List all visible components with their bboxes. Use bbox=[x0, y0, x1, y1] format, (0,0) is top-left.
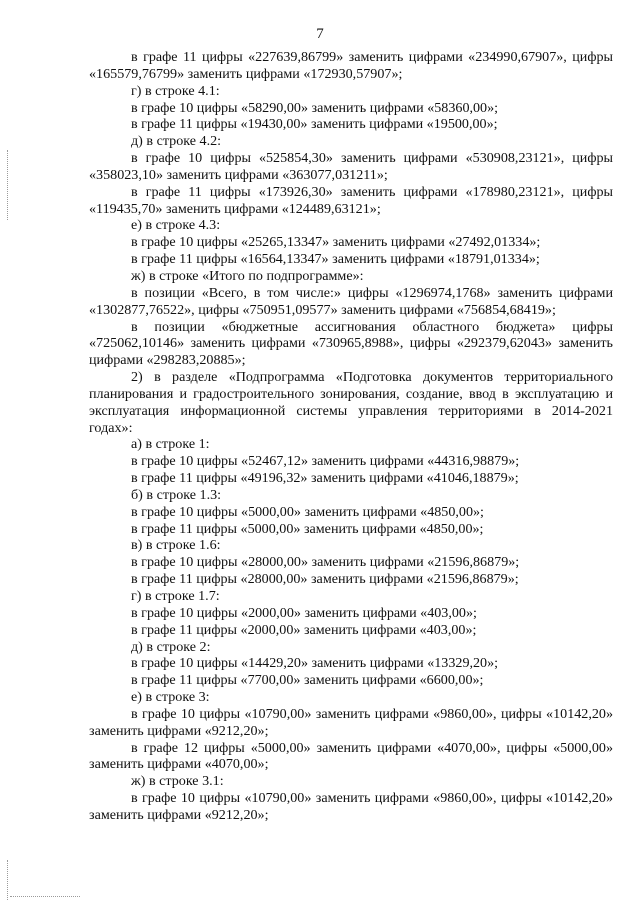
list-item-heading: г) в строке 4.1: bbox=[131, 82, 220, 99]
scan-margin-mark-bottom bbox=[10, 896, 80, 897]
scan-margin-mark-left-bottom bbox=[7, 860, 8, 900]
list-item-heading: г) в строке 1.7: bbox=[131, 588, 220, 604]
paragraph: в графе 11 цифры «49196,32» заменить цифрами «41046,18879»; bbox=[131, 470, 519, 487]
list-item-heading: д) в строке 2: bbox=[131, 638, 211, 655]
paragraph: в графе 11 цифры «19430,00» заменить цифрами «19500,00»; bbox=[131, 116, 498, 133]
document-body bbox=[89, 49, 613, 824]
page-number: 7 bbox=[316, 26, 324, 42]
paragraph: в графе 11 цифры «2000,00» заменить цифрами «403,00»; bbox=[131, 621, 477, 638]
paragraph: в графе 11 цифры «227639,86799» заменить цифрами «234990,67907», цифры «165579,76799» заменить цифрами «172930,57907»; bbox=[89, 49, 613, 82]
paragraph: в графе 11 цифры «5000,00» заменить цифрами «4850,00»; bbox=[131, 520, 484, 537]
list-item-heading: а) в строке 1: bbox=[131, 436, 210, 453]
paragraph: в графе 11 цифры «28000,00» заменить цифрами «21596,86879»; bbox=[131, 571, 519, 588]
scan-margin-mark-left-top bbox=[7, 150, 8, 220]
paragraph: в графе 10 цифры «10790,00» заменить цифрами «9860,00», цифры «10142,20» заменить цифрами «9212,20»; bbox=[89, 705, 613, 739]
list-item-heading: в) в строке 1.6: bbox=[131, 537, 221, 554]
list-item-heading: д) в строке 4.2: bbox=[131, 133, 222, 150]
paragraph: в позиции «Всего, в том числе:» цифры «1296974,1768» заменить цифрами «1302877,76522», цифры «750951,09577» заменить цифрами «756854,68419»; bbox=[89, 284, 613, 318]
paragraph: в графе 10 цифры «10790,00» заменить цифрами «9860,00», цифры «10142,20» заменить цифрами «9212,20»; bbox=[89, 790, 613, 823]
list-item-heading: е) в строке 4.3: bbox=[131, 217, 221, 234]
section-heading: 2) в разделе «Подпрограмма «Подготовка документов территориального планирования и градостроительного зонирования, создание, ввод в эксплуатацию и эксплуатация информационной системы управления территориями в 2014-2021 годах»: bbox=[89, 369, 613, 436]
paragraph: в графе 10 цифры «52467,12» заменить цифрами «44316,98879»; bbox=[131, 453, 520, 470]
paragraph: в позиции «бюджетные ассигнования областного бюджета» цифры «725062,10146» заменить цифрами «730965,8988», цифры «292379,62043» заменить цифрами «298283,20885»; bbox=[89, 318, 613, 369]
paragraph: в графе 10 цифры «25265,13347» заменить цифрами «27492,01334»; bbox=[131, 234, 541, 251]
list-item-heading: е) в строке 3: bbox=[131, 689, 210, 706]
paragraph: в графе 10 цифры «5000,00» заменить цифрами «4850,00»; bbox=[131, 503, 484, 520]
paragraph: в графе 10 цифры «14429,20» заменить цифрами «13329,20»; bbox=[131, 655, 499, 672]
list-item-heading: б) в строке 1.3: bbox=[131, 486, 222, 503]
paragraph: в графе 12 цифры «5000,00» заменить цифрами «4070,00», цифры «5000,00» заменить цифрами «4070,00»; bbox=[89, 739, 613, 773]
paragraph: в графе 10 цифры «2000,00» заменить цифрами «403,00»; bbox=[131, 604, 477, 621]
paragraph: в графе 11 цифры «16564,13347» заменить цифрами «18791,01334»; bbox=[131, 251, 540, 268]
paragraph: в графе 10 цифры «58290,00» заменить цифрами «58360,00»; bbox=[131, 99, 499, 116]
paragraph: в графе 10 цифры «28000,00» заменить цифрами «21596,86879»; bbox=[131, 554, 520, 571]
paragraph: в графе 11 цифры «7700,00» заменить цифрами «6600,00»; bbox=[131, 672, 484, 689]
list-item-heading: ж) в строке «Итого по подпрограмме»: bbox=[131, 267, 364, 284]
paragraph: в графе 11 цифры «173926,30» заменить цифрами «178980,23121», цифры «119435,70» заменить цифрами «124489,63121»; bbox=[89, 183, 613, 217]
list-item-heading: ж) в строке 3.1: bbox=[131, 773, 224, 790]
paragraph: в графе 10 цифры «525854,30» заменить цифрами «530908,23121», цифры «358023,10» заменить цифрами «363077,031211»; bbox=[89, 150, 613, 183]
